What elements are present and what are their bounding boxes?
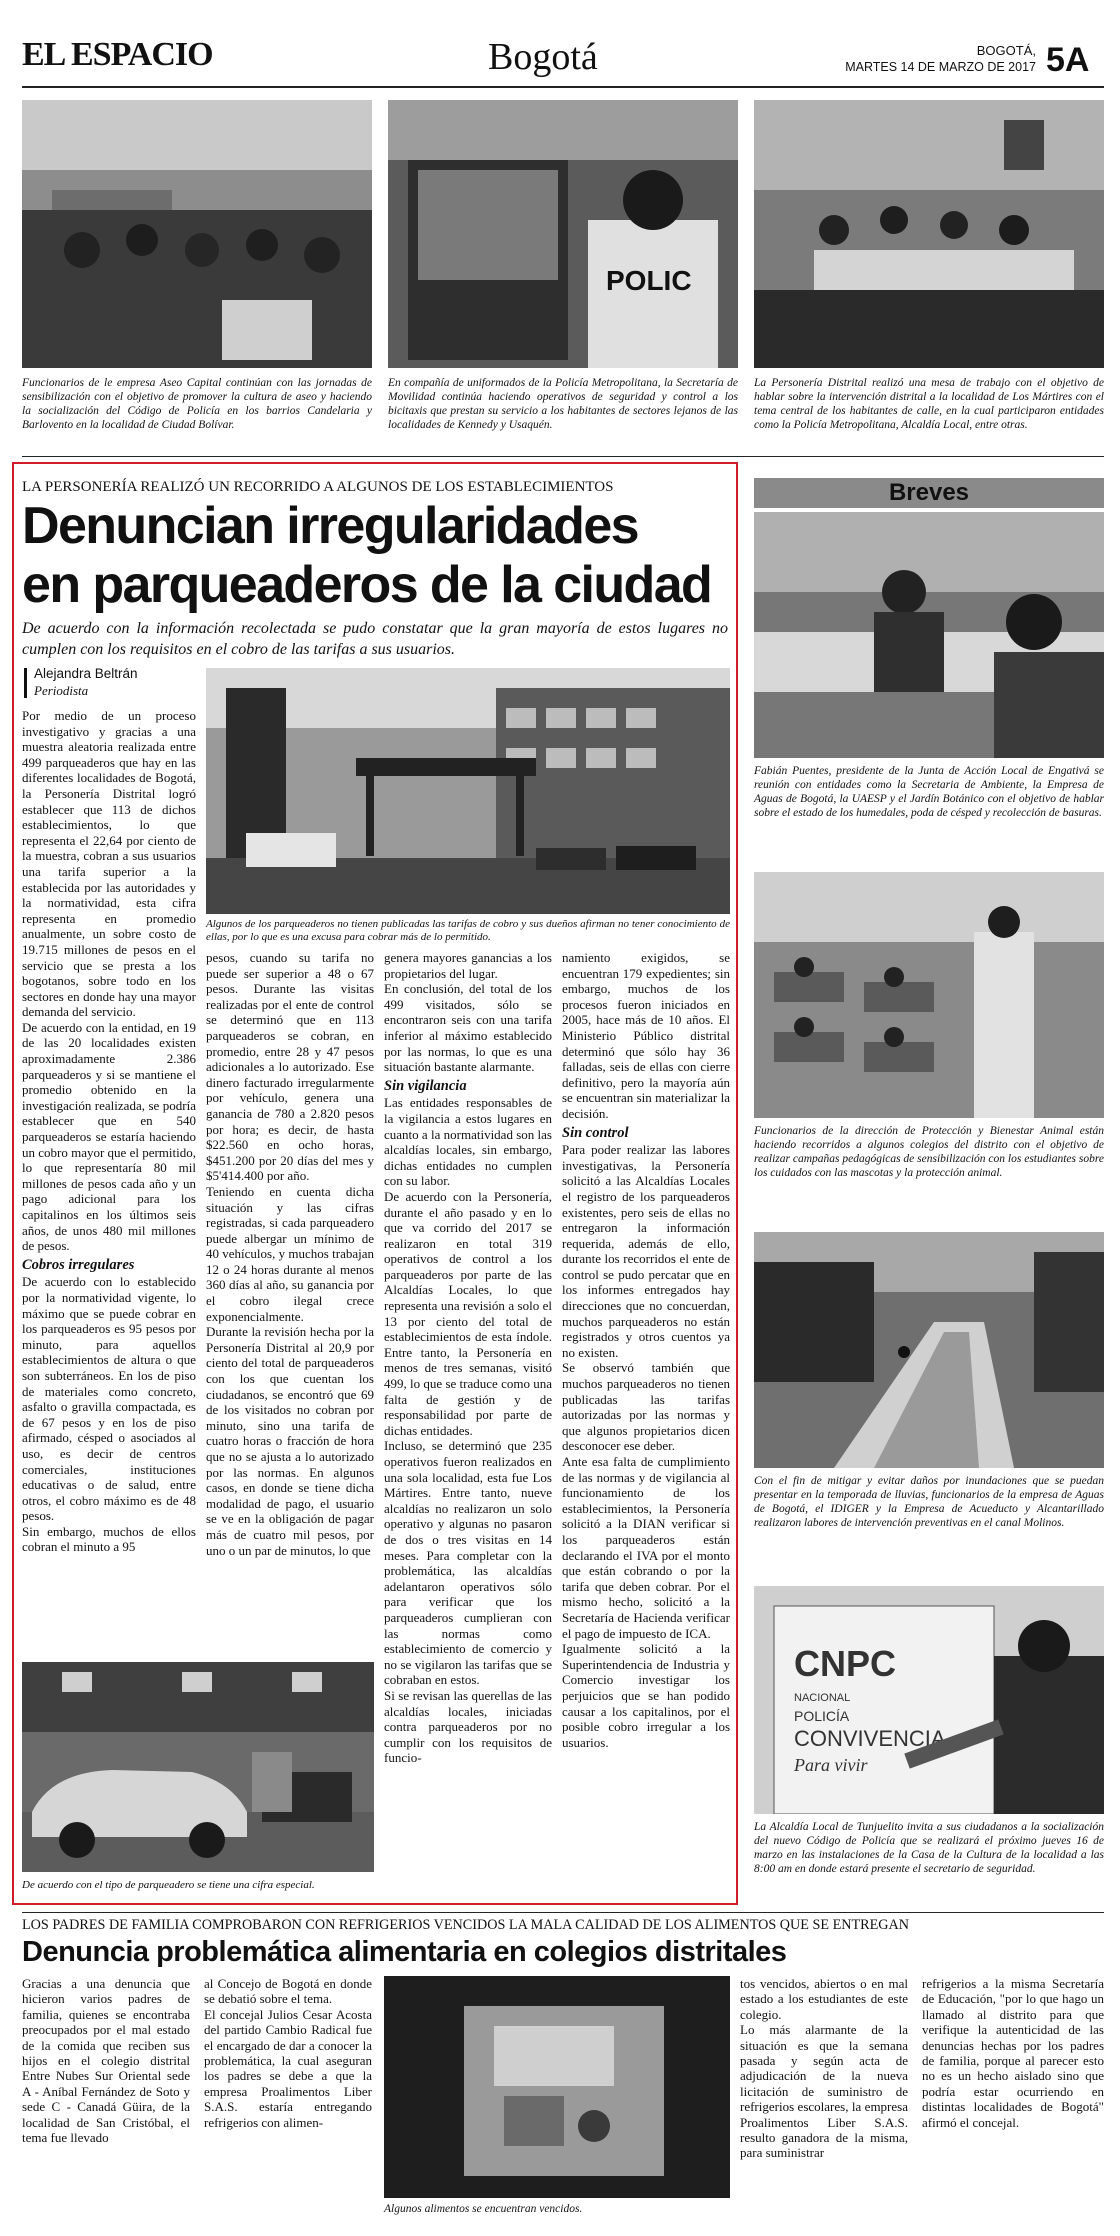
main-photo-caption: Algunos de los parqueaderos no tienen publicadas las tarifas de cobro y sus dueños afirman no tener conocimiento de ellas, por lo que es una excusa para cobrar más de lo permitido.: [206, 918, 730, 944]
col1-paragraph-2: De acuerdo con la entidad, en 19 de las 20 localidades existen aproximadamente 2.386 parqueaderos y si se mantiene el promedio obtenido en la investigación realizada, se podría establecer que en 540 parqueaderos se estaría haciendo un cobro mayor que el permitido, lo que representaría 80 mil millones de pesos cada año y un pago adicional para los capitalinos en los últimos seis años, de unos 480 mil millones de pesos.: [22, 1019, 196, 1254]
bottom-kicker: LOS PADRES DE FAMILIA COMPROBARON CON REFRIGERIOS VENCIDOS LA MALA CALIDAD DE LOS ALIMENTOS QUE SE ENTREGAN: [22, 1917, 910, 1933]
top-caption-3: La Personería Distrital realizó una mesa de trabajo con el objetivo de hablar sobre la intervención distrital a la localidad de Los Mártires con el tema central de los habitantes de calle, en la cual participaron entidades como la Policía Metropolitana, Alcaldía Local, entre otras.: [754, 377, 1104, 431]
bottom-headline: Denuncia problemática alimentaria en colegios distritales: [22, 1936, 787, 1968]
breves-caption-2: Funcionarios de la dirección de Protección y Bienestar Animal están haciendo recorridos a algunos colegios del distrito con el objetivo de realizar campañas pedagógicas de sensibilización con los estudiantes sobre los cuidados con las mascotas y la protección animal.: [754, 1125, 1104, 1179]
poster-line-2: POLICÍA: [794, 1708, 850, 1724]
top-photo-3: [754, 100, 1104, 368]
article-column-1: [22, 708, 196, 1650]
col4-paragraph-1: namiento exigidos, se encuentran 179 expedientes; sin embargo, muchos de los procesos fueron iniciados en 2005, hace más de 10 años. El Ministerio Público distrital determinó que sólo hay 36 falladas, seis de ellas con cierre definitivo, pero la mayoría aún se encuentran sin materializar la decisión.: [562, 950, 730, 1121]
col3-paragraph-2: En conclusión, del total de los 499 visitados, sólo se encontraron seis con una tarifa inferior al máximo establecido por las normas, lo que es una situación bastante alarmante.: [384, 981, 552, 1075]
subhead-sin-vigilancia: Sin vigilancia: [384, 1077, 467, 1094]
poster-line-4: Para vivir: [794, 1755, 868, 1775]
byline-bar: [24, 668, 27, 698]
breves-photo-3: [754, 1232, 1104, 1468]
col4-paragraph-5: Igualmente solicitó a la Superintendencia de Industria y Comercio investigar los perjuicios que se han podido causar a los capitalinos, por el posible cobro irregular a los usuarios.: [562, 1641, 730, 1750]
breves-photo-2: [754, 872, 1104, 1118]
byline-role: Periodista: [34, 683, 89, 698]
bottom-column-2: al Concejo de Bogotá en donde se debatió sobre el tema. El concejal Julios Cesar Acosta del partido Cambio Radical fue el encargado de dar a conocer la problemática, la cual aseguran los padres se debe a que la empresa Proalimentos Liber S.A.S. estaría entregando refrigerios con alimen-: [204, 1976, 372, 2130]
col4-paragraph-3: Se observó también que muchos parqueaderos no tienen publicadas las tarifas autorizadas por las normas y que algunos propietarios dicen desconocer ese deber.: [562, 1360, 730, 1454]
dateline-city: BOGOTÁ,: [976, 43, 1036, 58]
food-photo-caption: Algunos alimentos se encuentran vencidos.: [384, 2203, 583, 2215]
breves-title: Breves: [888, 479, 970, 506]
article-column-3: [384, 950, 552, 1886]
col3-paragraph-3: Las entidades responsables de la vigilancia a estos lugares en cuanto a la normatividad son las alcaldías locales, sin embargo, dichas entidades no cumplen con su labor.: [384, 1095, 552, 1189]
col3-paragraph-4: De acuerdo con la Personería, durante el año pasado y en lo que va corrido del 2017 se realizaron en total 319 operativos de control a los parqueaderos por parte de las Alcaldías Locales, lo que representa una revisión a solo el 13 por ciento del total de establecimientos de esta índole. Entre tanto, la Personería en menos de tres semanas, visitó 499, lo que se traduce como una falta de gestión y de responsabilidad por parte de dichas entidades.: [384, 1188, 552, 1438]
col1-paragraph-1: Por medio de un proceso investigativo y gracias a una muestra aleatoria realizada entre 499 parqueaderos que hay en las diferentes localidades de Bogotá, la Personería Distrital logró establecer que 113 de dichos establecimientos, lo que representa el 22,64 por ciento de la muestra, cobran a sus usuarios una tarifa superior a la establecida por las autoridades y la normatividad, esta cifra representa en promedio anualmente, un sobre costo de 19.715 millones de pesos en el servicio que se presta a los bogotanos, sobre todo en los sectores en donde hay una mayor demanda del servicio.: [22, 708, 196, 1020]
col1-paragraph-3: De acuerdo con lo establecido por la normatividad vigente, lo máximo que se puede cobrar en los parqueaderos es 95 pesos por minuto, para aquellos establecimientos de altura o que son subterráneos. En los de piso de materiales como concreto, asfalto o gravilla compactada, es de 67 pesos y en los de piso afirmado, césped o asociados al uso, es decir de centros comerciales, instituciones educativas o de salud, entre otros, el cobro máximo es de 48 pesos.: [22, 1274, 196, 1524]
bottom-column-1: Gracias a una denuncia que hicieron varios padres de familia, quienes se encontraba preocupados por el mal estado de la comida que reciben sus hijos en el colegio distrital Entre Nubes Sur Oriental sede A - Aníbal Fernández de Soto y sede C - Canadá Güira, de la localidad de San Cristóbal, el tema fue llevado: [22, 1976, 190, 2146]
bottom-column-4: refrigerios a la misma Secretaría de Educación, "por lo que hago un llamado al distrito para que verifique la autenticidad de las denuncias hechas por los padres de familia, porque al parecer esto no es un hecho aislado sino que podría estar ocurriendo en distintas localidades de Bogotá" afirmó el concejal.: [922, 1976, 1104, 2130]
col3-paragraph-6: Si se revisan las querellas de las alcaldías locales, iniciadas contra parqueaderos por no cumplir con los requisitos de funcio-: [384, 1687, 552, 1766]
bottom-section-rule: [22, 1912, 1104, 1913]
poster-line-3: CONVIVENCIA: [794, 1726, 946, 1751]
bottom-column-3: tos vencidos, abiertos o en mal estado a los estudiantes de este colegio. Lo más alarmante de la situación es que la semana pasada y según acta de adjudicación de la nueva licitación de suministro de refrigerios escolares, la empresa Proalimentos Liber S.A.S. resulto ganadora de la misma, para suministrar: [740, 1976, 908, 2161]
col2-paragraph-1: pesos, cuando su tarifa no puede ser superior a 48 o 67 pesos. Durante las visitas realizadas por el ente de control se determinó que en 113 parqueaderos se cobran, en promedio, entre 28 y 47 pesos adicionales a lo autorizado. Ese dinero facturado irregularmente por vehículo, genera una ganancia de 780 a 2.820 pesos por hora; es decir, de hasta $22.560 en ocho horas, $451.200 por 20 días del mes y $5'414.400 por año.: [206, 950, 374, 1184]
article-column-4: [562, 950, 730, 1886]
subhead-sin-control: Sin control: [562, 1124, 629, 1141]
breves-caption-3: Con el fin de mitigar y evitar daños por inundaciones que se puedan presentar en la temporada de lluvias, funcionarios de la empresa de Aguas de Bogotá, el IDIGER y la Empresa de Acueducto y Alcantarillado realizaron labores de intervención preventivas en el canal Molinos.: [754, 1475, 1104, 1529]
col4-paragraph-4: Ante esa falta de cumplimiento de las normas y de vigilancia al funcionamiento de los establecimientos, la Personería solicitó a la DIAN verificar si los parqueaderos están declarando el IVA por el monto que están cobrando o por la tarifa que deben cobrar. Por el mismo hecho, solicitó a la Secretaría de Hacienda verificar el pago de impuesto de ICA.: [562, 1454, 730, 1641]
brand-logo: EL ESPACIO: [22, 36, 213, 73]
top-caption-1: Funcionarios de le empresa Aseo Capital continúan con las jornadas de sensibilización con el objetivo de promover la cultura de aseo y haciendo la socialización del Código de Policía en los barrios Candelaria y Barlovento en la localidad de Ciudad Bolívar.: [22, 377, 372, 431]
masthead-rule: [22, 86, 1104, 88]
section-title: Bogotá: [488, 36, 598, 78]
parked-cars-photo: [22, 1662, 374, 1872]
breves-caption-1: Fabián Puentes, presidente de la Junta de Acción Local de Engativá se reunión con entidades como la Secretaria de Ambiente, la Empresa de Aguas de Bogotá, la UAESP y el Jardín Botánico con el objetivo de hablar sobre el estado de los humedales, poda de césped y recolección de basuras.: [754, 765, 1104, 819]
page-number: 5A: [1046, 41, 1090, 79]
article-column-2: [206, 950, 374, 1650]
expired-food-photo: [384, 1976, 730, 2198]
subhead-cobros-irregulares: Cobros irregulares: [22, 1256, 135, 1273]
byline-author: Alejandra Beltrán: [34, 666, 138, 681]
top-section-rule: [22, 456, 1104, 457]
top-photo-1: [22, 100, 372, 368]
parking-lot-photo: [206, 668, 730, 914]
col3-paragraph-1: genera mayores ganancias a los propietarios del lugar.: [384, 950, 552, 981]
article-kicker: LA PERSONERÍA REALIZÓ UN RECORRIDO A ALGUNOS DE LOS ESTABLECIMIENTOS: [22, 479, 614, 495]
article-deck: De acuerdo con la información recolectada se pudo constatar que la gran mayoría de estos lugares no cumplen con los requisitos en el cobro de las tarifas a sus usuarios.: [22, 620, 728, 658]
col2-paragraph-2: Teniendo en cuenta dicha situación y las cifras registradas, si cada parqueadero puede albergar un mínimo de 40 vehículos, y muchos trabajan 12 o 24 horas durante al menos 360 días al año, su ganancia por el cobro ilegal crece exponencialmente.: [206, 1183, 374, 1324]
police-vest-text: POLIC: [606, 265, 692, 296]
col4-paragraph-2: Para poder realizar las labores investigativas, la Personería solicitó a las Alcaldías Locales el registro de los parqueaderos existentes, pero seis de ellas no entregaron la información requerida, además de ello, durante los recorridos el ente de control se pudo percatar que en los informes entregados hay direcciones que no concuerdan, muchos parqueaderos no están registrados y otros cuentos ya no existen.: [562, 1142, 730, 1360]
poster-brand: CNPC: [794, 1643, 897, 1684]
col3-paragraph-5: Incluso, se determinó que 235 operativos fueron realizados en una sola localidad, esta fue Los Mártires. Entre tanto, nueve alcaldías no realizaron un solo operativo y algunas no pasaron de dos o tres visitas en 14 meses. Para completar con la problemática, las alcaldías adelantaron operativos sólo para verificar que los parqueaderos cumplieran con las normas como establecimiento de comercio y no se vigilaron las tarifas que se cobraban en estos.: [384, 1438, 552, 1688]
breves-photo-1: [754, 512, 1104, 758]
breves-caption-4: La Alcaldía Local de Tunjuelito invita a sus ciudadanos a la socialización del nuevo Código de Policía que se realizará el próximo jueves 16 de marzo en las instalaciones de la Casa de la Cultura de la localidad a las 8:00 am en donde estará presente el secretario de seguridad.: [754, 1821, 1104, 1875]
poster-line-1: NACIONAL: [794, 1692, 851, 1704]
top-photo-2: [388, 100, 738, 368]
breves-header: [754, 478, 1104, 508]
col1-paragraph-4: Sin embargo, muchos de ellos cobran el minuto a 95: [22, 1523, 196, 1555]
breves-photo-4: [754, 1586, 1104, 1814]
article-headline-line2: en parqueaderos de la ciudad: [22, 556, 712, 614]
dateline-date: MARTES 14 DE MARZO DE 2017: [845, 60, 1036, 74]
article-headline-line1: Denuncian irregularidades: [22, 497, 638, 555]
col2-paragraph-3: Durante la revisión hecha por la Personería Distrital al 20,9 por ciento del total de parqueaderos con los que cuentan los ciudadanos, se encontró que 69 de los visitados no cobran por minuto, sino una tarifa de cuatro horas o fracción de hora que no se ajusta a lo autorizado por las normas. En algunos casos, en donde se tiene dicha modalidad de pago, el usuario se ve en la obligación de pagar más de cuatro mil pesos, por uno o un par de minutos, lo que: [206, 1324, 374, 1558]
top-caption-2: En compañía de uniformados de la Policía Metropolitana, la Secretaría de Movilidad continúa haciendo operativos de seguridad y control a los bicitaxis que prestan su servicio a los habitantes de sectores lejanos de las localidades de Kennedy y Usaquén.: [388, 377, 738, 431]
cars-photo-caption: De acuerdo con el tipo de parqueadero se tiene una cifra especial.: [22, 1879, 315, 1891]
